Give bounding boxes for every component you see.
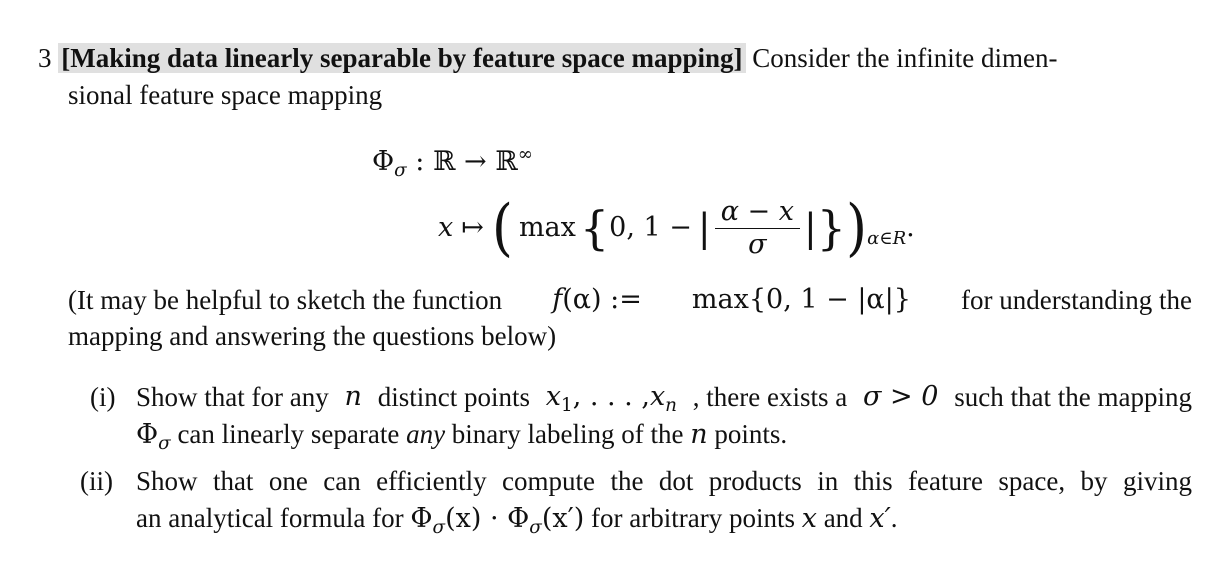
part-i-xn: x: [649, 381, 666, 412]
part-i-sigma-condition: σ > 0: [863, 381, 939, 412]
part-ii-phi2: Φ: [507, 503, 530, 534]
part-i-n2: n: [690, 419, 708, 450]
alpha-subscript: α∈R: [867, 228, 907, 249]
fraction-numerator: α − x: [715, 197, 800, 229]
part-i-line2: [136, 417, 787, 452]
problem-header: [38, 41, 1057, 75]
part-i-dots: , . . . ,: [572, 381, 650, 412]
problem-intro-line2: sional feature space mapping: [68, 80, 383, 110]
x-variable: x: [438, 212, 454, 243]
part-ii-phi2-sub: σ: [529, 516, 542, 538]
hint-line1: [68, 283, 1192, 317]
problem-intro-line1: Consider the infinite dimen-: [752, 43, 1058, 73]
part-ii-text-b: for arbitrary points: [591, 503, 795, 533]
part-ii-formula-d: (x′): [541, 503, 585, 534]
fraction-denominator: σ: [748, 228, 767, 260]
equation-map-line: [372, 145, 533, 179]
part-i-text-d: such that the mapping: [954, 382, 1192, 412]
part-ii-end: .: [890, 503, 898, 533]
part-ii-x: x: [801, 503, 817, 534]
part-i-text-e: can linearly separate: [177, 419, 400, 449]
infinity-superscript: ∞: [517, 143, 533, 165]
equation-period: .: [906, 212, 915, 243]
part-ii-label: (ii): [80, 466, 113, 496]
part-ii-line2: [136, 501, 898, 536]
right-brace: }: [816, 201, 847, 255]
max-operator: max: [518, 212, 576, 243]
phi-symbol: Φ: [372, 146, 395, 177]
part-i-any: any: [406, 419, 446, 449]
left-brace: {: [579, 201, 610, 255]
zero-one-minus: 0, 1 −: [609, 212, 692, 243]
part-ii-phi1: Φ: [410, 503, 433, 534]
part-i-text-f: binary labeling of the: [451, 419, 684, 449]
part-ii-and: and: [823, 503, 863, 533]
left-paren: (: [491, 191, 513, 264]
hint-f: f: [552, 284, 563, 315]
part-i-text-a: Show that for any: [136, 382, 329, 412]
part-ii-line1: Show that one can efficiently compute the dot products in this feature space, by giving: [136, 466, 1192, 496]
fraction: [715, 197, 800, 260]
hint-f-arg: (α) :=: [562, 284, 642, 315]
part-i-subn: n: [665, 394, 677, 416]
part-i-text-b: distinct points: [377, 382, 530, 412]
problem-number: 3: [38, 43, 52, 73]
mapsto-symbol: ↦: [461, 212, 484, 243]
part-i-label: (i): [90, 382, 116, 412]
part-i-x1: x: [545, 381, 561, 412]
part-i-n: n: [344, 381, 362, 412]
arrow-symbol: →: [464, 146, 487, 177]
hint-text-a: (It may be helpful to sketch the function: [68, 285, 503, 315]
part-i-phi: Φ: [136, 419, 159, 450]
part-i-line1: [136, 380, 1192, 414]
right-paren: ): [846, 191, 868, 264]
right-abs-bar: |: [803, 206, 817, 250]
part-i-phi-sub: σ: [158, 432, 171, 454]
codomain-symbol: ℝ: [495, 146, 518, 177]
hint-text-d: for understanding the: [961, 285, 1192, 315]
left-abs-bar: |: [697, 206, 711, 250]
equation-definition-line: [438, 188, 915, 268]
part-ii-xprime: x′: [869, 503, 891, 534]
part-i-sub1: 1: [561, 394, 573, 416]
map-colon: :: [415, 146, 425, 177]
domain-symbol: ℝ: [432, 146, 456, 177]
part-i-text-c: , there exists a: [692, 382, 848, 412]
problem-title: [Making data linearly separable by feature space mapping]: [58, 43, 745, 73]
part-ii-formula-b: (x) ·: [445, 503, 499, 534]
part-ii-phi1-sub: σ: [432, 516, 446, 538]
hint-line2: mapping and answering the questions below): [68, 321, 557, 351]
part-ii-text-a: an analytical formula for: [136, 503, 404, 533]
part-i-text-g: points.: [714, 419, 788, 449]
hint-function: max{0, 1 − |α|}: [691, 284, 911, 315]
sigma-subscript: σ: [394, 159, 407, 181]
